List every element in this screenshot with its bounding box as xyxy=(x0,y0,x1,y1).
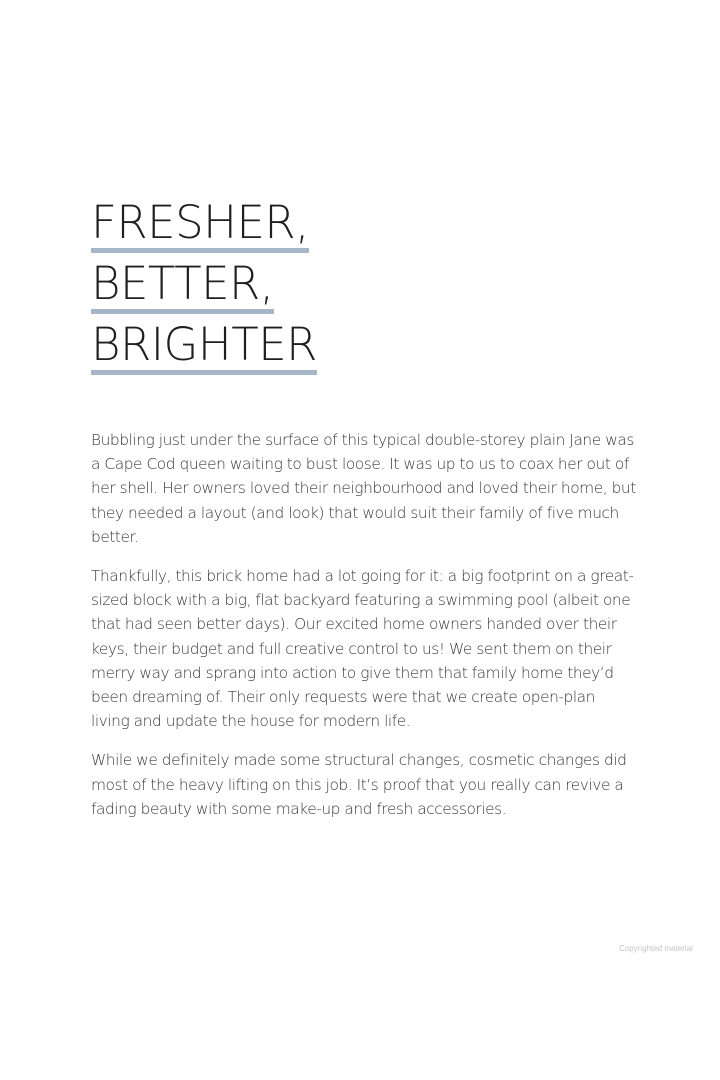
title-line-1: FRESHER, xyxy=(91,198,309,253)
body-text xyxy=(91,428,636,836)
copyright-watermark: Copyrighted material xyxy=(619,944,693,953)
paragraph-3: While we definitely made some structural changes, cosmetic changes did most of the heavy lifting on this job. It’s proof that you really can revive a fading beauty with some make-up and fresh accessories. xyxy=(91,751,627,818)
title-line-2: BETTER, xyxy=(91,259,274,314)
title-line-3: BRIGHTER xyxy=(91,320,317,375)
page-title xyxy=(91,198,317,381)
paragraph-2: Thankfully, this brick home had a lot going for it: a big footprint on a great-sized block with a big, flat backyard featuring a swimming pool (albeit one that had seen better days). Our excited home owners handed over their keys, their budget and full creative control to us! We sent them on their merry way and sprang into action to give them that family home they’d been dreaming of. Their only requests were that we create open-plan living and update the house for modern life. xyxy=(91,567,634,731)
paragraph-1: Bubbling just under the surface of this typical double-storey plain Jane was a Cape Cod queen waiting to bust loose. It was up to us to coax her out of her shell. Her owners loved their neighbourhood and loved their home, but they needed a layout (and look) that would suit their family of five much better. xyxy=(91,431,636,546)
